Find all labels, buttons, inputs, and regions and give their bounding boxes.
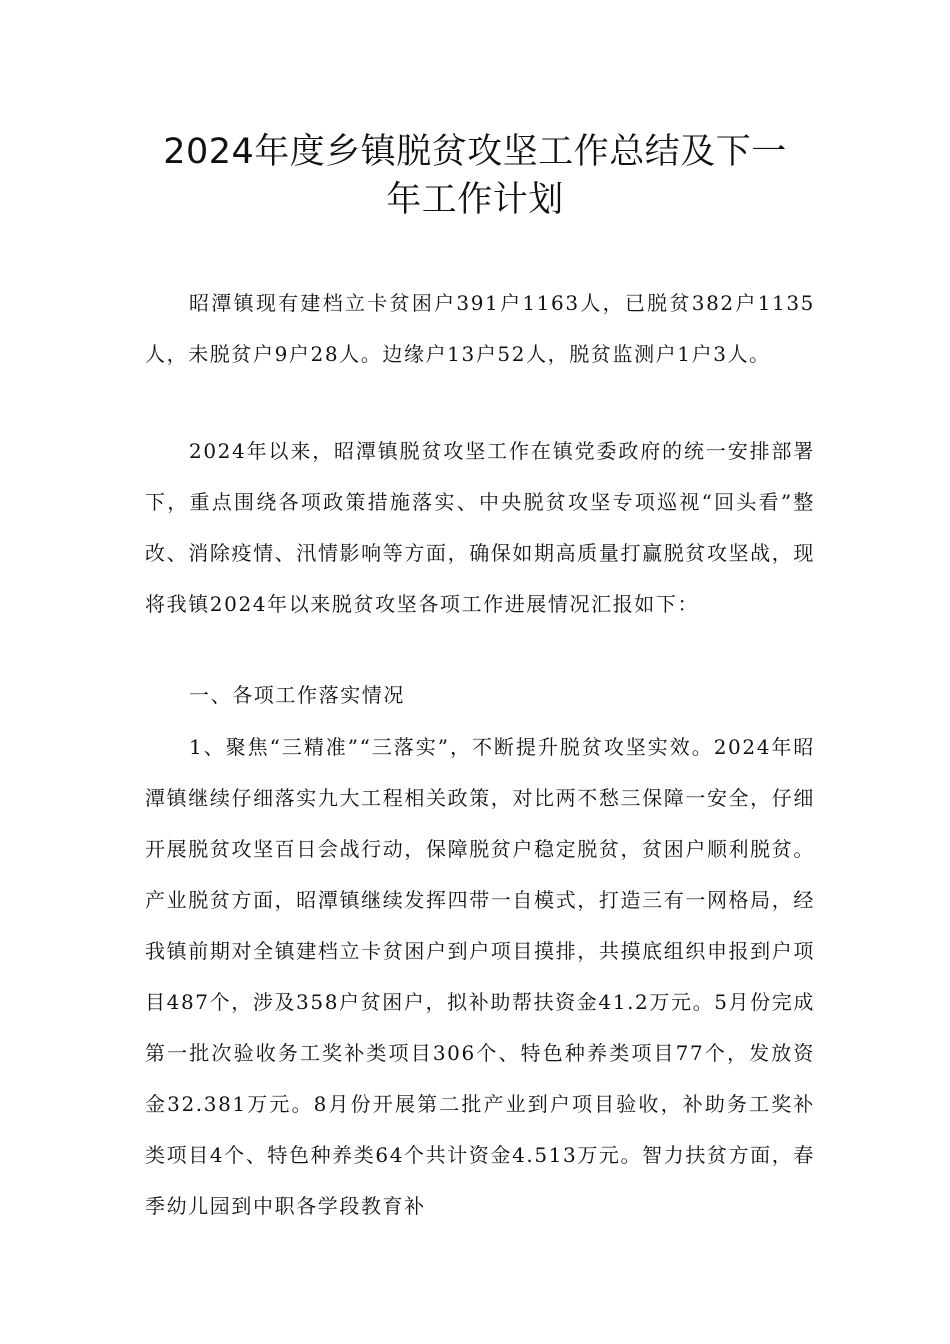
paragraph-household-stats: 昭潭镇现有建档立卡贫困户391户1163人，已脱贫382户1135人，未脱贫户9户28人。边缘户13户52人，脱贫监测户1户3人。	[145, 291, 815, 366]
paragraph-section-1: 1、聚焦“三精准”“三落实”，不断提升脱贫攻坚实效。2024年昭潭镇继续仔细落实九大工程相关政策，对比两不愁三保障一安全，仔细开展脱贫攻坚百日会战行动，保障脱贫户稳定脱贫，贫困户顺利脱贫。产业脱贫方面，昭潭镇继续发挥四带一自模式，打造三有一网格局，经我镇前期对全镇建档立卡贫困户到户项目摸排，共摸底组织申报到户项目487个，涉及358户贫困户，拟补助帮扶资金41.2万元。5月份完成第一批次验收务工奖补类项目306个、特色种养类项目77个，发放资金32.381万元。8月份开展第二批产业到户项目验收，补助务工奖补类项目4个、特色种养类64个共计资金4.513万元。智力扶贫方面，春季幼儿园到中职各学段教育补	[145, 735, 815, 1218]
document-title	[120, 128, 830, 224]
title-line-1: 2024年度乡镇脱贫攻坚工作总结及下一	[163, 132, 787, 172]
title-line-2: 年工作计划	[386, 180, 564, 220]
section-heading: 一、各项工作落实情况	[189, 683, 405, 707]
paragraph-introduction: 2024年以来，昭潭镇脱贫攻坚工作在镇党委政府的统一安排部署下，重点围绕各项政策措施落实、中央脱贫攻坚专项巡视“回头看”整改、消除疫情、汛情影响等方面，确保如期高质量打赢脱贫攻坚战，现将我镇2024年以来脱贫攻坚各项工作进展情况汇报如下：	[145, 439, 815, 616]
